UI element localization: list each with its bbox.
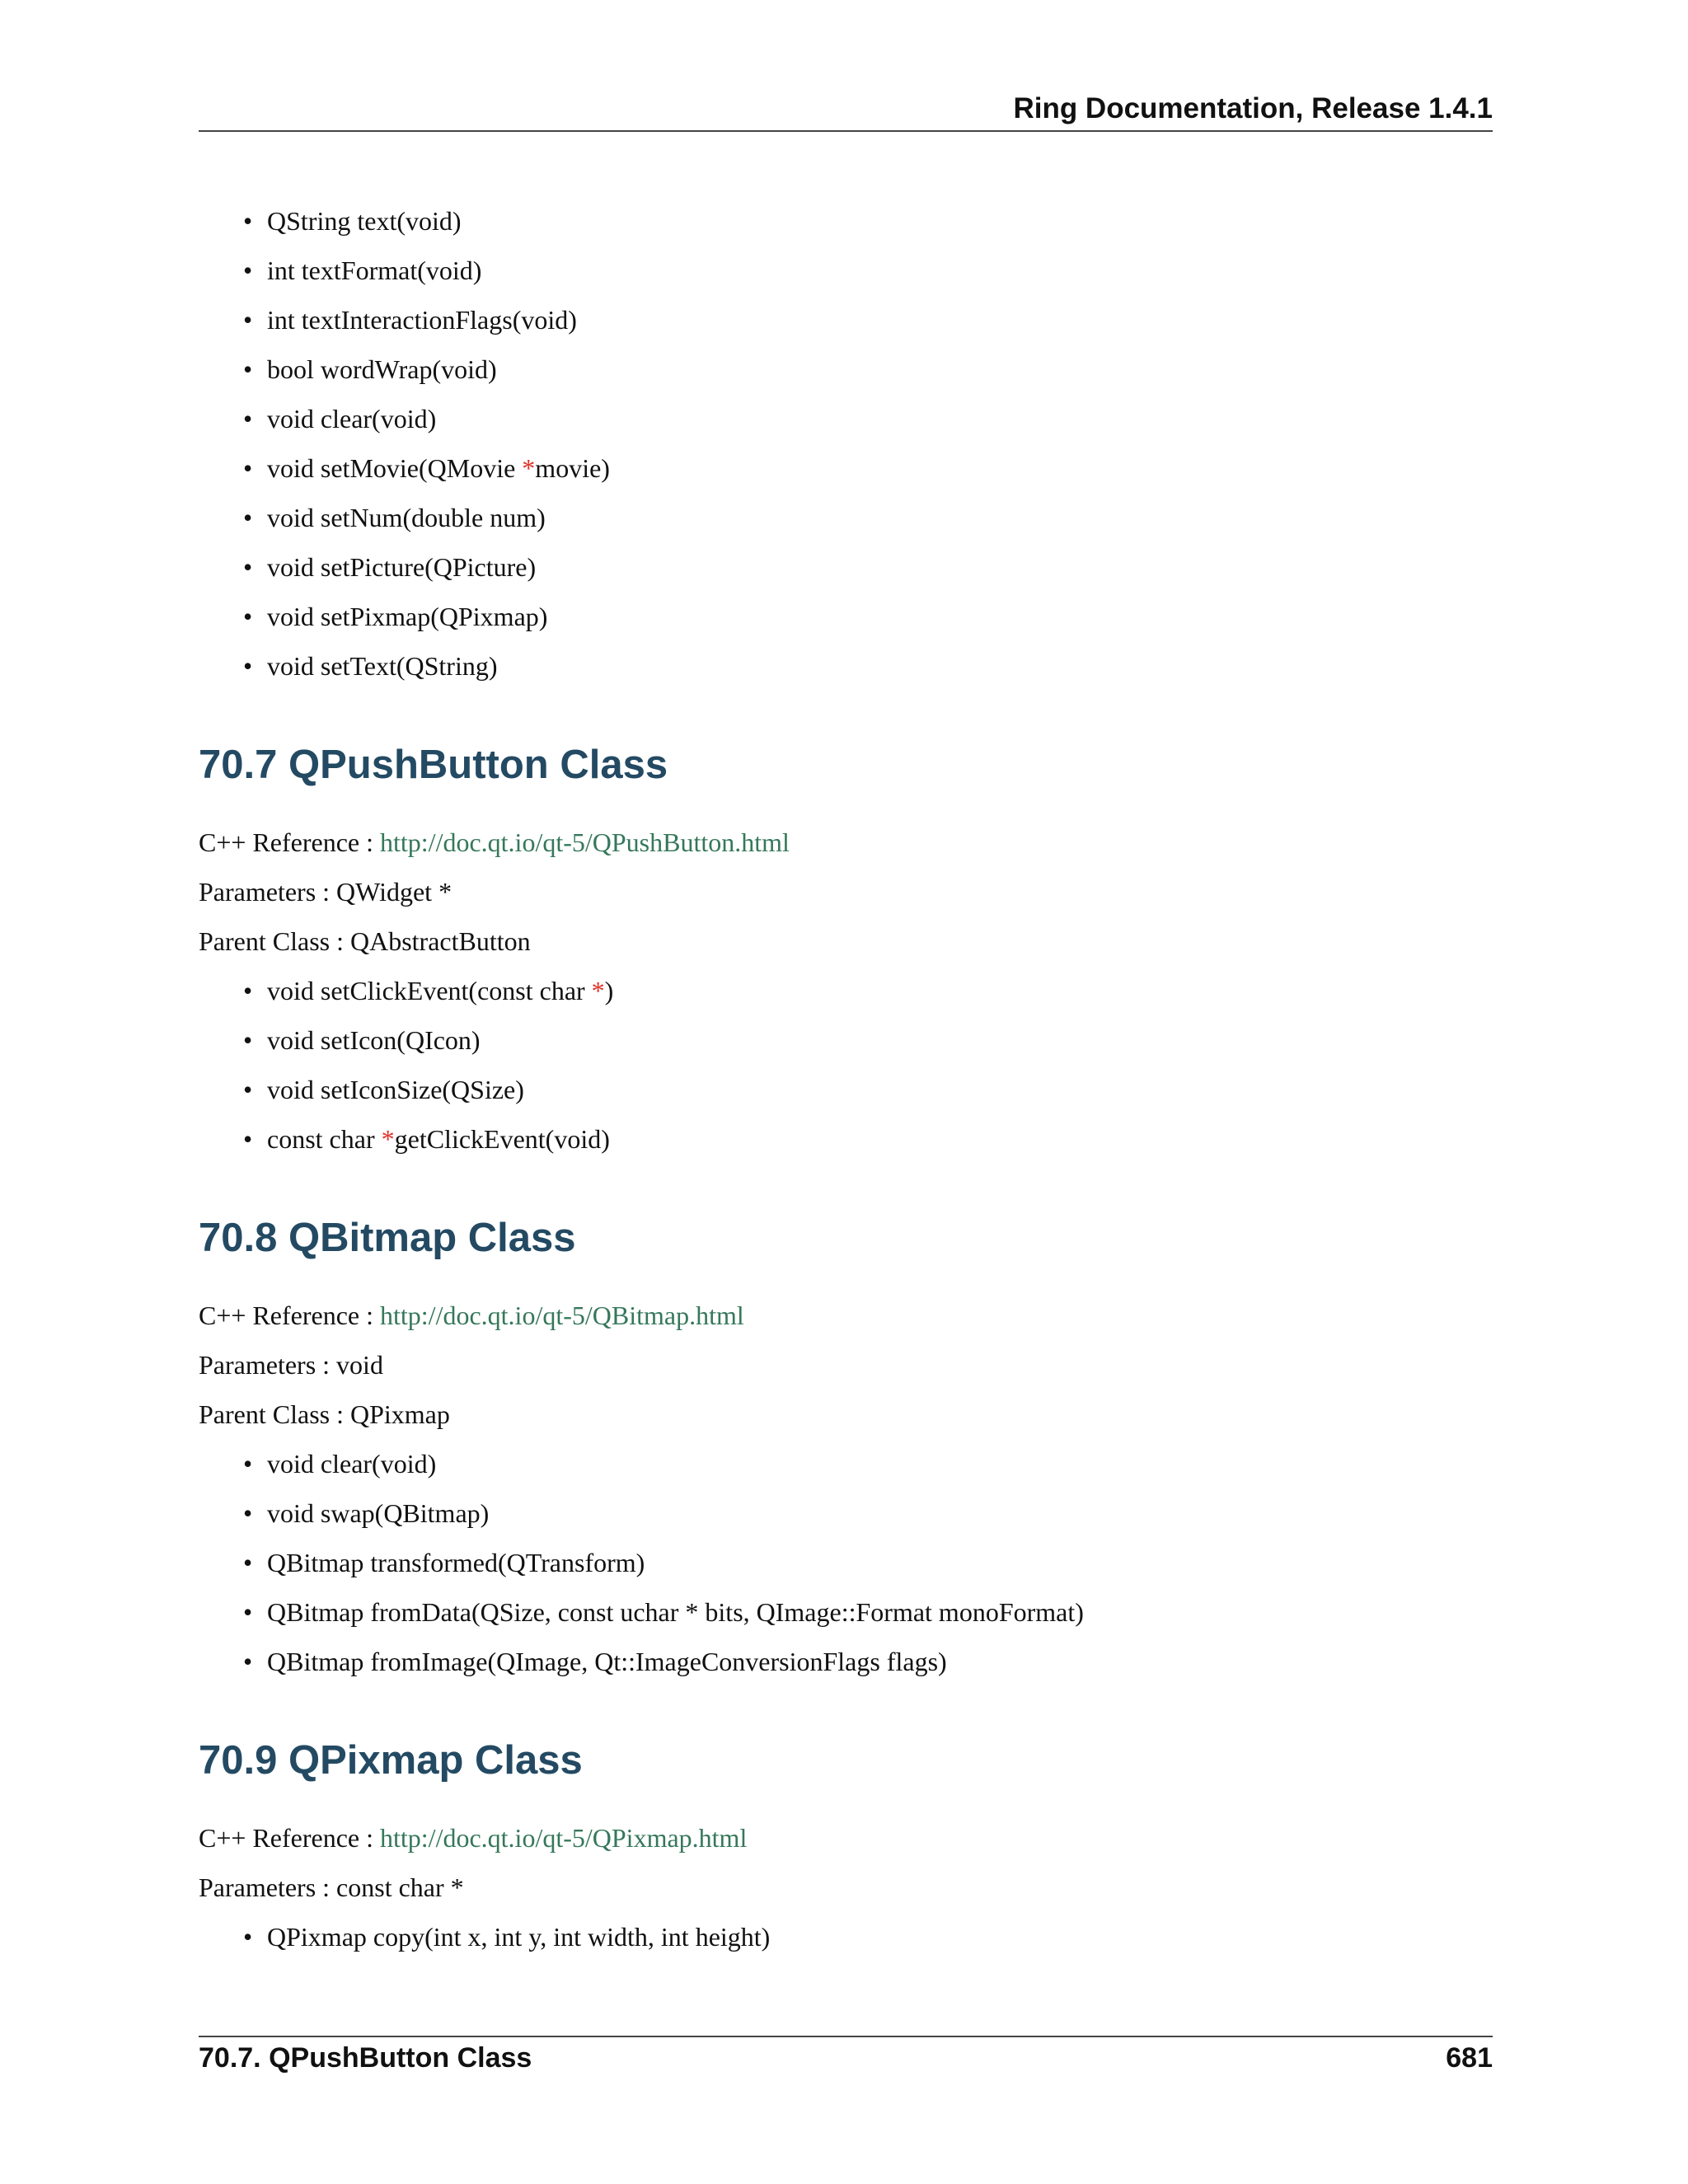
cpp-reference-label: C++ Reference : [199, 1823, 380, 1853]
section-heading: 70.8 QBitmap Class [199, 1216, 576, 1260]
method-item [199, 493, 1493, 542]
method-signature-start: QBitmap transformed(QTransform) [267, 1548, 645, 1577]
method-signature-start: void setIconSize(QSize) [267, 1075, 524, 1104]
section-qpixmap [199, 1737, 1493, 1961]
method-signature-start: void setClickEvent(const char [267, 976, 592, 1005]
section-qpushbutton [199, 742, 1493, 1164]
method-signature-start: QPixmap copy(int x, int y, int width, int height) [267, 1922, 771, 1952]
method-signature-start: int textInteractionFlags(void) [267, 305, 577, 335]
parent-class: Parent Class : QPixmap [199, 1399, 450, 1429]
method-item [199, 966, 1493, 1015]
cpp-reference-link[interactable]: http://doc.qt.io/qt-5/QBitmap.html [380, 1301, 744, 1330]
parameters: Parameters : const char * [199, 1872, 464, 1902]
method-item [199, 1538, 1493, 1587]
method-signature-end: ) [604, 976, 614, 1005]
cpp-reference-link[interactable]: http://doc.qt.io/qt-5/QPixmap.html [380, 1823, 748, 1853]
method-signature-start: void clear(void) [267, 1449, 437, 1479]
method-signature-end: getClickEvent(void) [394, 1124, 610, 1154]
cpp-reference [199, 1813, 1493, 1863]
method-signature-end: movie) [535, 453, 610, 483]
section-heading: 70.7 QPushButton Class [199, 743, 668, 787]
section-qbitmap [199, 1215, 1493, 1686]
pointer-asterisk: * [591, 976, 605, 1005]
method-item [199, 344, 1493, 394]
method-signature-start: QBitmap fromImage(QImage, Qt::ImageConversionFlags flags) [267, 1647, 947, 1676]
method-signature-start: bool wordWrap(void) [267, 354, 497, 384]
method-signature-start: void setPicture(QPicture) [267, 552, 537, 582]
pointer-asterisk: * [522, 453, 536, 483]
method-item [199, 246, 1493, 295]
method-signature-start: void setText(QString) [267, 651, 498, 681]
method-item [199, 443, 1493, 493]
parameters: Parameters : QWidget * [199, 877, 452, 907]
method-list-qlabel [199, 196, 1493, 691]
method-signature-start: void setMovie(QMovie [267, 453, 523, 483]
parameters: Parameters : void [199, 1350, 383, 1380]
method-signature-start: void setIcon(QIcon) [267, 1025, 481, 1055]
method-signature-start: QBitmap fromData(QSize, const uchar * bits, QImage::Format monoFormat) [267, 1597, 1084, 1627]
document-page [199, 0, 1493, 2184]
method-list [199, 966, 1493, 1164]
method-item [199, 1488, 1493, 1538]
method-signature-start: QString text(void) [267, 206, 462, 236]
method-signature-start: const char [267, 1124, 382, 1154]
pointer-asterisk: * [381, 1124, 395, 1154]
method-item [199, 1637, 1493, 1686]
running-header: Ring Documentation, Release 1.4.1 [1013, 92, 1493, 124]
section-heading: 70.9 QPixmap Class [199, 1738, 583, 1783]
cpp-reference-link[interactable]: http://doc.qt.io/qt-5/QPushButton.html [380, 827, 790, 857]
method-item [199, 1015, 1493, 1065]
cpp-reference [199, 818, 1493, 867]
cpp-reference [199, 1291, 1493, 1340]
method-item [199, 295, 1493, 344]
method-item [199, 196, 1493, 246]
parent-class: Parent Class : QAbstractButton [199, 926, 531, 956]
method-item [199, 1439, 1493, 1488]
cpp-reference-label: C++ Reference : [199, 827, 380, 857]
method-signature-start: void setNum(double num) [267, 503, 546, 532]
method-signature-start: int textFormat(void) [267, 255, 482, 285]
method-list [199, 1439, 1493, 1686]
method-item [199, 1065, 1493, 1114]
cpp-reference-label: C++ Reference : [199, 1301, 380, 1330]
header-divider [199, 130, 1493, 132]
method-item [199, 641, 1493, 691]
page-content [199, 196, 1493, 1961]
footer-section-title: 70.7. QPushButton Class [199, 2042, 532, 2074]
method-signature-start: void swap(QBitmap) [267, 1498, 490, 1528]
method-item [199, 542, 1493, 592]
method-signature-start: void clear(void) [267, 404, 437, 434]
page-number: 681 [1446, 2042, 1493, 2074]
method-signature-start: void setPixmap(QPixmap) [267, 602, 548, 631]
footer-divider [199, 2036, 1493, 2037]
method-item [199, 1587, 1493, 1637]
method-item [199, 1114, 1493, 1164]
method-item [199, 1912, 1493, 1961]
method-list [199, 1912, 1493, 1961]
method-item [199, 394, 1493, 443]
method-item [199, 592, 1493, 641]
